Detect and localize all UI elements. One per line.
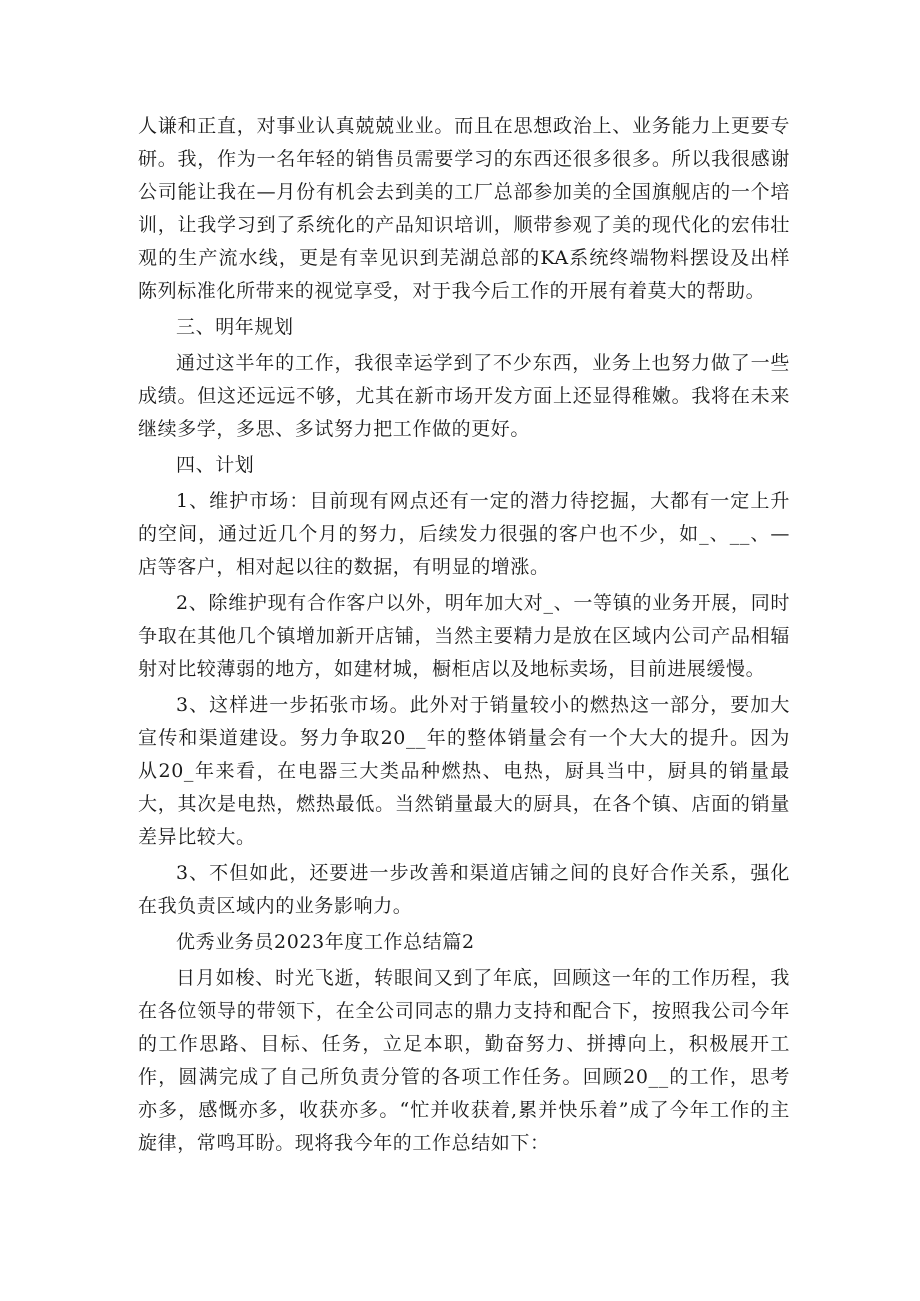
paragraph-5: 3、这样进一步拓张市场。此外对于销量较小的燃热这一部分，要加大宣传和渠道建设。努力争取20__年的整体销量会有一个大大的提升。因为从20_年来看，在电器三大类品种燃热、电热，厨具当中，厨具的销量最大，其次是电热，燃热最低。当然销量最大的厨具，在各个镇、店面的销量差异比较大。 xyxy=(138,694,790,848)
paragraph-4: 2、除维护现有合作客户以外，明年加大对_、一等镇的业务开展，同时争取在其他几个镇增加新开店铺，当然主要精力是放在区域内公司产品相辐射对比较薄弱的地方，如建材城，橱柜店以及地标卖场，目前进展缓慢。 xyxy=(138,592,790,680)
paragraph-1: 人谦和正直，对事业认真兢兢业业。而且在思想政治上、业务能力上更要专研。我，作为一名年轻的销售员需要学习的东西还很多很多。所以我很感谢公司能让我在—月份有机会去到美的工厂总部参加美的全国旗舰店的一个培训，让我学习到了系统化的产品知识培训，顺带参观了美的现代化的宏伟壮观的生产流水线，更是有幸见识到芜湖总部的KA系统终端物料摆设及出样陈列标准化所带来的视觉享受，对于我今后工作的开展有着莫大的帮助。 xyxy=(138,115,790,302)
document-body xyxy=(138,110,790,1160)
section-heading-plan-next-year: 三、明年规划 xyxy=(176,316,294,338)
section-heading-plan: 四、计划 xyxy=(176,454,255,476)
paragraph-2: 通过这半年的工作，我很幸运学到了不少东西，业务上也努力做了一些成绩。但这还远远不够，尤其在新市场开发方面上还显得稚嫩。我将在未来继续多学，多思、多试努力把工作做的更好。 xyxy=(138,352,790,440)
paragraph-3: 1、维护市场：目前现有网点还有一定的潜力待挖掘，大都有一定上升的空间，通过近几个月的努力，后续发力很强的客户也不少，如_、__、—店等客户，相对起以往的数据，有明显的增涨。 xyxy=(138,490,790,578)
paragraph-6: 3、不但如此，还要进一步改善和渠道店铺之间的良好合作关系，强化在我负责区域内的业务影响力。 xyxy=(138,862,790,917)
paragraph-7: 日月如梭、时光飞逝，转眼间又到了年底，回顾这一年的工作历程，我在各位领导的带领下，在全公司同志的鼎力支持和配合下，按照我公司今年的工作思路、目标、任务，立足本职，勤奋努力、拼搏向上，积极展开工作，圆满完成了自己所负责分管的各项工作任务。回顾20__的工作，思考亦多，感慨亦多，收获亦多。“忙并收获着,累并快乐着”成了今年工作的主旋律，常鸣耳盼。现将我今年的工作总结如下： xyxy=(138,967,790,1154)
article-title-2: 优秀业务员2023年度工作总结篇2 xyxy=(176,931,475,953)
